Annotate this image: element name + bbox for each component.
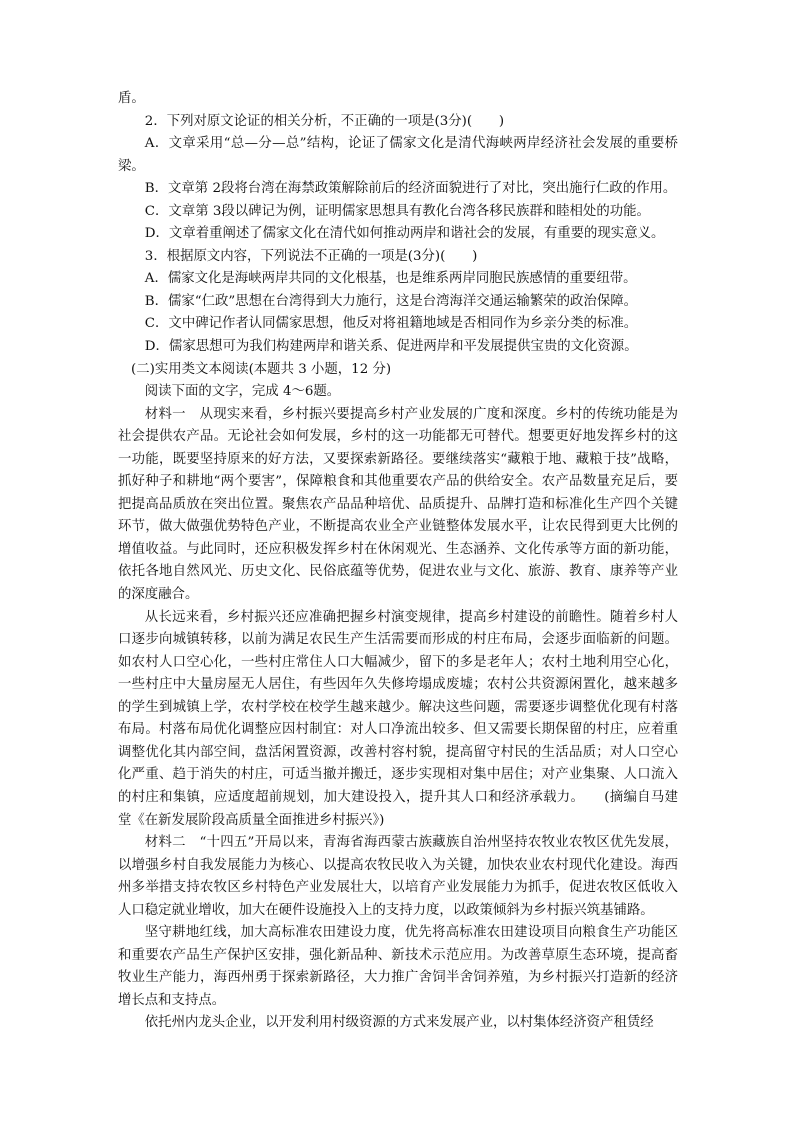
question-2-stem: 2．下列对原文论证的相关分析，不正确的一项是(3分)( ) [144,113,505,129]
document-page [118,88,678,1035]
material-1-source: (摘编自马建堂《在新发展阶段高质量全面推进乡村振兴》) [118,789,678,828]
material-2-paragraph-1: 材料二 “十四五”开局以来，青海省海西蒙古族藏族自治州坚持农牧业农牧区优先发展，以增强乡村自我发展能力为核心、以提高农牧民收入为关键，加快农业农村现代化建设。海西州多举措支持农牧区乡村特色产业发展壮大，以培育产业发展能力为抓手，促进农牧区低收入人口稳定就业增收，加大在硬件设施投入上的支持力度，以政策倾斜为乡村振兴筑基铺路。 [118,835,678,918]
material-1-paragraph-2 [118,607,678,832]
continuation-text: 盾。 [118,91,145,106]
question-2-option-c: C．文章第 3段以碑记为例，证明儒家思想具有教化台湾各移民族群和睦相处的功能。 [144,203,650,219]
material-2-paragraph-2: 坚守耕地红线，加大高标准农田建设力度，优先将高标准农田建设项目向粮食生产功能区和重要农产品生产保护区安排，强化新品种、新技术示范应用。为改善草原生态环境，提高畜牧业生产能力，海西州勇于探索新路径，大力推广舍饲半舍饲养殖，为乡村振兴打造新的经济增长点和支持点。 [118,925,678,1008]
material-1-paragraph-2-text: 从长远来看，乡村振兴还应准确把握乡村演变规律，提高乡村建设的前瞻性。随着乡村人口逐步向城镇转移，以前为满足农民生产生活需要而形成的村庄布局，会逐步面临新的问题。如农村人口空心化，一些村庄常住人口大幅减少，留下的多是老年人；农村土地利用空心化，一些村庄中大量房屋无人居住，有些因年久失修垮塌成废墟；农村公共资源闲置化，越来越多的学生到城镇上学，农村学校在校学生越来越少。解决这些问题，需要逐步调整优化现有村落布局。村落布局优化调整应因村制宜：对人口净流出较多、但又需要长期保留的村庄，应着重调整优化其内部空间，盘活闲置资源，改善村容村貌，提高留守村民的生活品质；对人口空心化严重、趋于消失的村庄，可适当撤并搬迁，逐步实现相对集中居住；对产业集聚、人口流入的村庄和集镇，应适度超前规划，加大建设投入，提升其人口和经济承载力。 [118,609,678,805]
question-3-option-b: B．儒家“仁政”思想在台湾得到大力施行，这是台湾海洋交通运输繁荣的政治保障。 [144,293,637,309]
question-3-option-d: D．儒家思想可为我们构建两岸和谐关系、促进两岸和平发展提供宝贵的文化资源。 [144,339,638,355]
question-2-option-d: D．文章着重阐述了儒家文化在清代如何推动两岸和谐社会的发展，有重要的现实意义。 [144,226,665,242]
material-1-paragraph-1: 材料一 从现实来看，乡村振兴要提高乡村产业发展的广度和深度。乡村的传统功能是为社会提供农产品。无论社会如何发展，乡村的这一功能都无可替代。想要更好地发挥乡村的这一功能，既要坚持原来的好方法，又要探索新路径。要继续落实“藏粮于地、藏粮于技”战略，抓好种子和耕地“两个要害”，保障粮食和其他重要农产品的供给安全。农产品数量充足后，要把提高品质放在突出位置。聚焦农产品品种培优、品质提升、品牌打造和标准化生产四个关键环节，做大做强优势特色产业，不断提高农业全产业链整体发展水平，让农民得到更大比例的增值收益。与此同时，还应积极发挥乡村在休闲观光、生态涵养、文化传承等方面的新功能，依托各地自然风光、历史文化、民俗底蕴等优势，促进农业与文化、旅游、教育、康养等产业的深度融合。 [118,406,678,603]
question-3-stem: 3．根据原文内容，下列说法不正确的一项是(3分)( ) [144,248,478,264]
question-3-option-a: A．儒家文化是海峡两岸共同的文化根基，也是维系两岸同胞民族感情的重要纽带。 [144,271,637,287]
question-3-option-c: C．文中碑记作者认同儒家思想，他反对将祖籍地域是否相同作为乡亲分类的标准。 [144,316,638,332]
question-2-option-a: A．文章采用“总—分—总”结构，论证了儒家文化是清代海峡两岸经济社会发展的重要桥梁。 [118,136,678,174]
material-2-paragraph-3: 依托州内龙头企业，以开发利用村级资源的方式来发展产业，以村集体经济资产租赁经 [144,1015,654,1031]
reading-instruction: 阅读下面的文字，完成 4～6题。 [144,384,341,400]
section-heading: (二)实用类文本阅读(本题共 3 小题，12 分) [131,361,392,377]
question-2-option-b: B．文章第 2段将台湾在海禁政策解除前后的经济面貌进行了对比，突出施行仁政的作用。 [144,181,677,197]
